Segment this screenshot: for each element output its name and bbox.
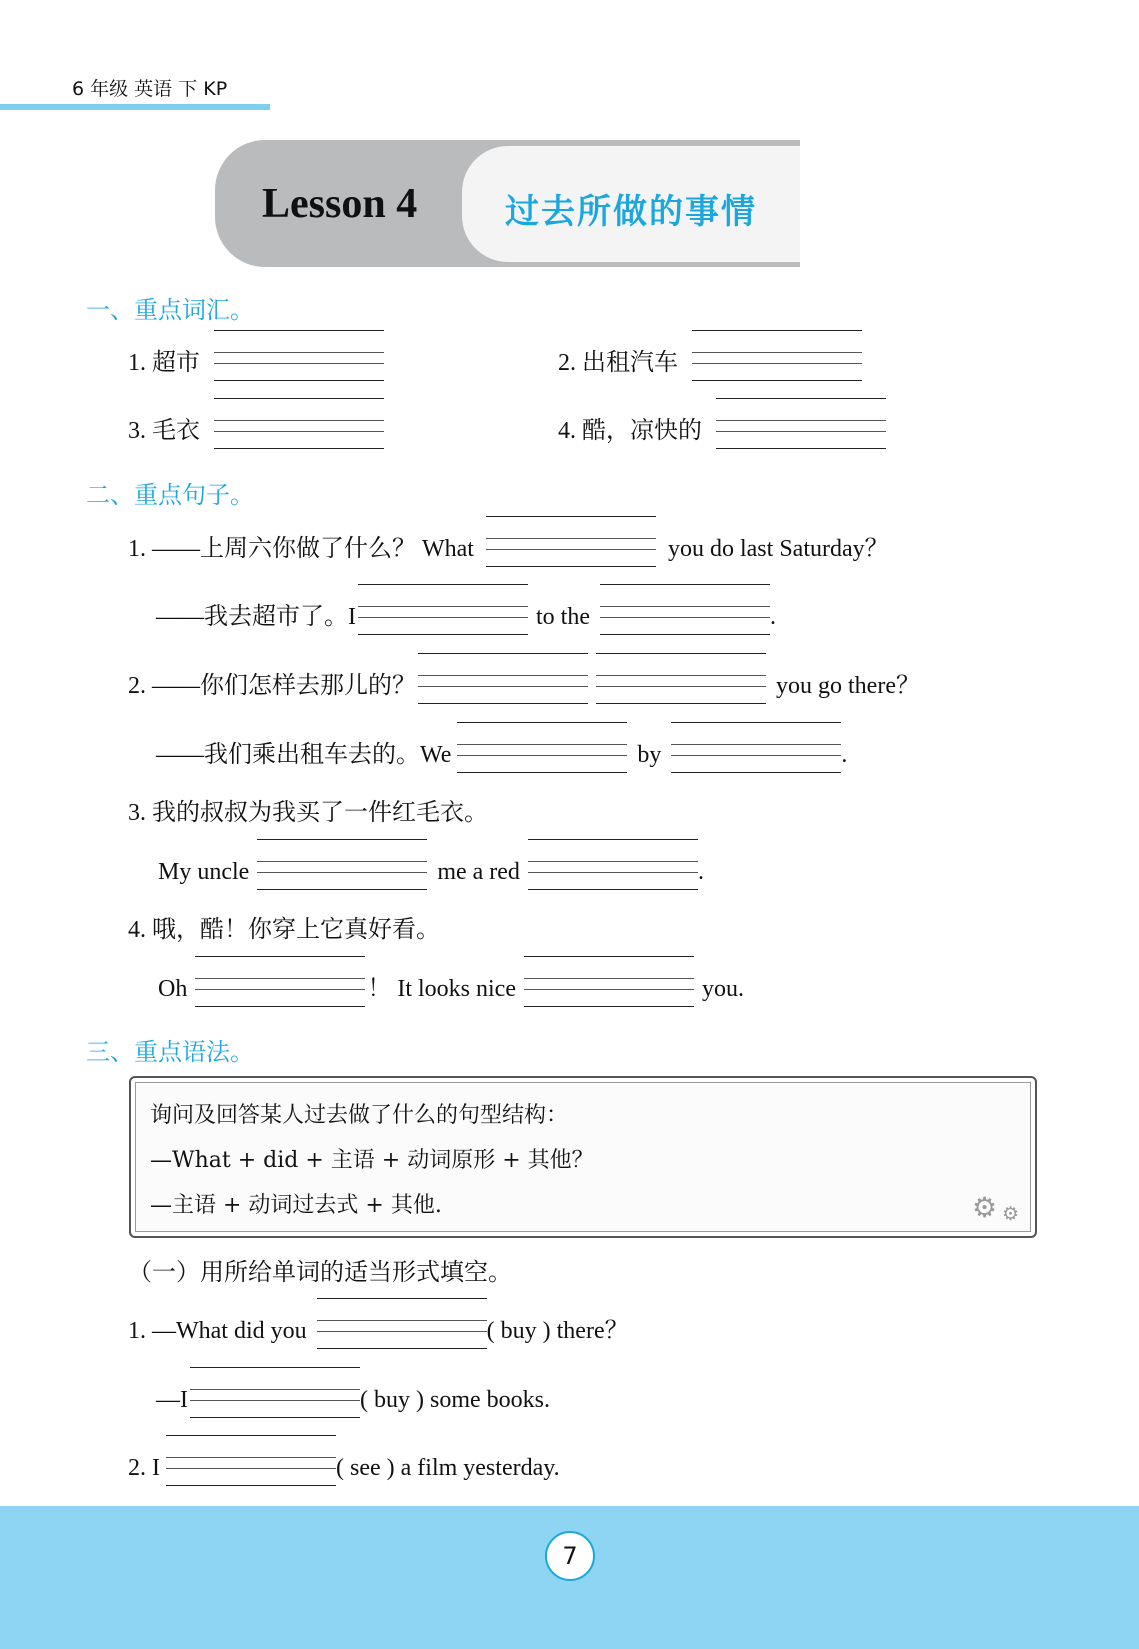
exercise-1-answer [156, 1385, 550, 1416]
header-accent-bar [0, 104, 270, 110]
sentence-1-question [128, 534, 889, 565]
sentence-3-english [158, 857, 704, 888]
sentence-2-answer [156, 740, 847, 771]
sentence-3-chinese: 3. 我的叔叔为我买了一件红毛衣。 [128, 800, 488, 826]
sentence-text: you do last Saturday？ [667, 536, 889, 562]
sentence-text: ( buy ) some books. [360, 1387, 550, 1413]
sentence-4-chinese: 4. 哦，酷！你穿上它真好看。 [128, 917, 440, 943]
sentence-text: 1. ——上周六你做了什么？ What [128, 536, 474, 562]
answer-blank[interactable] [166, 1454, 336, 1484]
sentence-text: ( buy ) there？ [486, 1318, 629, 1344]
sentence-text: . [697, 859, 704, 885]
vocab-label: 1. 超市 [128, 350, 200, 376]
grammar-line-1: 询问及回答某人过去做了什么的句型结构： [150, 1103, 569, 1128]
vocab-label: 3. 毛衣 [128, 418, 200, 444]
exercise-1-question [128, 1316, 629, 1347]
answer-blank[interactable] [317, 1317, 487, 1347]
exercise-instruction: （一）用所给单词的适当形式填空。 [128, 1260, 512, 1286]
answer-blank[interactable] [190, 1386, 360, 1416]
section-title-vocabulary: 一、重点词汇。 [86, 296, 254, 324]
lesson-title: Lesson 4 [262, 181, 418, 227]
answer-blank[interactable] [418, 672, 588, 702]
answer-blank[interactable] [486, 535, 656, 565]
sentence-text: ( see ) a film yesterday. [336, 1455, 560, 1481]
answer-blank[interactable] [214, 349, 384, 379]
sentence-text: you. [701, 976, 744, 1002]
sentence-text: 2. I [128, 1455, 160, 1481]
sentence-text: My uncle [158, 859, 250, 885]
sentence-text: ！ It looks nice [367, 976, 516, 1002]
vocab-label: 2. 出租汽车 [558, 350, 678, 376]
exercise-2 [128, 1453, 560, 1484]
sentence-2-question [128, 671, 920, 702]
vocab-item-1 [128, 348, 384, 379]
sentence-text: 1. —What did you [128, 1318, 307, 1344]
answer-blank[interactable] [528, 858, 698, 888]
sentence-1-answer [156, 602, 776, 633]
sentence-text: by [637, 742, 662, 768]
sentence-text: me a red [437, 859, 520, 885]
sentence-text: to the [536, 604, 590, 630]
sentence-text: ——我们乘出租车去的。We [156, 742, 452, 768]
answer-blank[interactable] [358, 603, 528, 633]
answer-blank[interactable] [600, 603, 770, 633]
page-header: 6 年级 英语 下 KP [72, 78, 228, 100]
answer-blank[interactable] [692, 349, 862, 379]
grammar-line-2: —What + did + 主语 + 动词原形 + 其他？ [150, 1148, 594, 1173]
answer-blank[interactable] [257, 858, 427, 888]
gear-icon: ⚙ [972, 1191, 998, 1224]
answer-blank[interactable] [671, 741, 841, 771]
sentence-text: . [841, 742, 848, 768]
sentence-text: . [770, 604, 776, 630]
section-title-grammar: 三、重点语法。 [86, 1038, 254, 1066]
section-title-sentences: 二、重点句子。 [86, 481, 254, 509]
answer-blank[interactable] [195, 975, 365, 1005]
answer-blank[interactable] [457, 741, 627, 771]
sentence-4-english [158, 974, 744, 1005]
vocab-label: 4. 酷，凉快的 [558, 418, 702, 444]
vocab-item-4 [558, 416, 886, 447]
grammar-line-3: —主语 + 动词过去式 + 其他. [150, 1193, 442, 1218]
answer-blank[interactable] [524, 975, 694, 1005]
page-number: 7 [545, 1531, 595, 1581]
answer-blank[interactable] [716, 417, 886, 447]
sentence-text: Oh [158, 976, 188, 1002]
answer-blank[interactable] [214, 417, 384, 447]
vocab-item-3 [128, 416, 384, 447]
sentence-text: ——我去超市了。I [156, 604, 356, 630]
answer-blank[interactable] [596, 672, 766, 702]
sentence-text: —I [156, 1387, 188, 1413]
gear-icon: ⚙ [1002, 1203, 1020, 1225]
vocab-item-2 [558, 348, 862, 379]
lesson-subtitle: 过去所做的事情 [505, 192, 757, 232]
sentence-text: 2. ——你们怎样去那儿的？ [128, 673, 416, 699]
sentence-text: you go there？ [776, 673, 920, 699]
